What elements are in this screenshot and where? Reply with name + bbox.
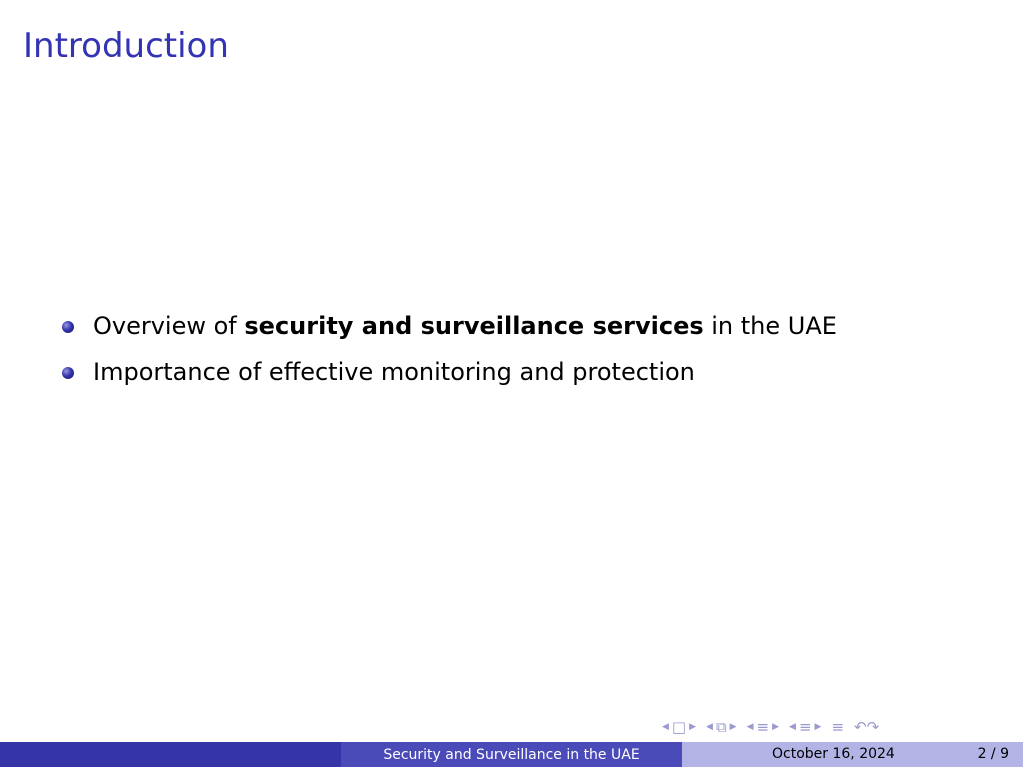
bullet-text: Importance of effective monitoring and protection: [93, 358, 695, 386]
arrow-right-icon[interactable]: ▶: [689, 722, 697, 732]
bullet-icon: [62, 367, 74, 379]
subsection-icon[interactable]: ⧉: [715, 718, 727, 736]
bullet-icon: [62, 321, 74, 333]
nav-document-group[interactable]: [789, 718, 821, 736]
arrow-right-icon[interactable]: ▶: [814, 722, 822, 732]
page-number: 2 / 9: [977, 746, 1009, 762]
document-icon[interactable]: ≡: [798, 718, 812, 736]
footer-right-panel: [682, 742, 1023, 767]
beamer-navigation-bar: [662, 718, 879, 736]
footer-title: Security and Surveillance in the UAE: [341, 742, 682, 767]
footer-left-panel: [0, 742, 341, 767]
appendix-icon[interactable]: ≡: [831, 718, 845, 736]
arrow-left-icon[interactable]: ◀: [789, 722, 796, 732]
frame-icon[interactable]: □: [671, 718, 687, 736]
back-forward-search-icon[interactable]: ↶↷: [854, 718, 880, 736]
bold-phrase: security and surveillance services: [244, 312, 704, 340]
section-icon[interactable]: ≡: [756, 718, 770, 736]
nav-frame-group[interactable]: [662, 718, 696, 736]
arrow-left-icon[interactable]: ◀: [706, 722, 713, 732]
arrow-left-icon[interactable]: ◀: [662, 722, 669, 732]
nav-subsection-group[interactable]: [706, 718, 737, 736]
arrow-right-icon[interactable]: ▶: [729, 722, 737, 732]
slide-title: Introduction: [23, 26, 229, 66]
footer-date: October 16, 2024: [772, 746, 895, 762]
arrow-right-icon[interactable]: ▶: [772, 722, 780, 732]
nav-section-group[interactable]: [747, 718, 779, 736]
arrow-left-icon[interactable]: ◀: [746, 722, 754, 732]
bullet-text: Overview of security and surveillance services in the UAE: [93, 312, 837, 340]
footer-bar: [0, 742, 1023, 767]
